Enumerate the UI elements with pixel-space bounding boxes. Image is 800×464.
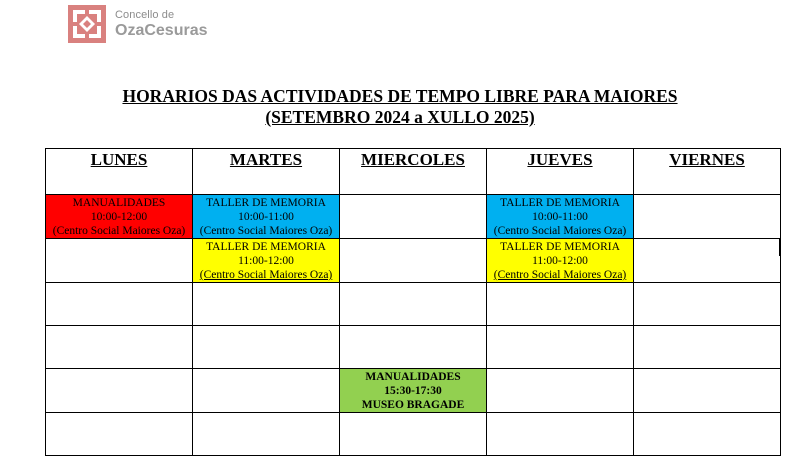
activity-miercoles-manualidades bbox=[340, 369, 486, 412]
cell-lunes-6 bbox=[46, 413, 193, 456]
title-line-1: HORARIOS DAS ACTIVIDADES DE TEMPO LIBRE PARA MAIORES bbox=[122, 86, 678, 106]
cell-viernes-1 bbox=[634, 195, 781, 239]
cell-miercoles-5 bbox=[340, 369, 487, 413]
cell-jueves-3 bbox=[487, 283, 634, 326]
cell-martes-2 bbox=[193, 239, 340, 283]
table-row bbox=[46, 413, 781, 456]
activity-martes-taller-2 bbox=[193, 239, 339, 282]
activity-time: 11:00-12:00 bbox=[532, 255, 588, 267]
cell-martes-3 bbox=[193, 283, 340, 326]
schedule-table bbox=[45, 148, 781, 456]
cell-viernes-2 bbox=[634, 239, 781, 283]
concello-logo bbox=[68, 4, 208, 44]
cell-jueves-1 bbox=[487, 195, 634, 239]
activity-place: (Centro Social Maiores Oza) bbox=[199, 269, 333, 281]
title-line-2: (SETEMBRO 2024 a XULLO 2025) bbox=[265, 107, 535, 127]
cell-jueves-2 bbox=[487, 239, 634, 283]
activity-place: (Centro Social Maiores Oza) bbox=[493, 269, 627, 281]
cell-miercoles-1 bbox=[340, 195, 487, 239]
concello-emblem-icon bbox=[68, 5, 106, 43]
cell-miercoles-4 bbox=[340, 326, 487, 369]
table-row bbox=[46, 369, 781, 413]
cell-viernes-6 bbox=[634, 413, 781, 456]
cell-edge-mark bbox=[779, 238, 781, 256]
cell-martes-5 bbox=[193, 369, 340, 413]
cell-miercoles-2 bbox=[340, 239, 487, 283]
activity-name: TALLER DE MEMORIA bbox=[206, 241, 326, 253]
activity-name: TALLER DE MEMORIA bbox=[500, 241, 620, 253]
table-row bbox=[46, 239, 781, 283]
cell-martes-1 bbox=[193, 195, 340, 239]
activity-name: MANUALIDADES bbox=[365, 371, 461, 383]
cell-jueves-6 bbox=[487, 413, 634, 456]
day-header-martes: MARTES bbox=[193, 149, 340, 195]
activity-jueves-taller-1 bbox=[487, 195, 633, 238]
day-header-jueves: JUEVES bbox=[487, 149, 634, 195]
cell-lunes-3 bbox=[46, 283, 193, 326]
activity-place: (Centro Social Maiores Oza) bbox=[52, 225, 186, 237]
logo-line-1: Concello de bbox=[115, 8, 175, 21]
activity-jueves-taller-2 bbox=[487, 239, 633, 282]
cell-lunes-1 bbox=[46, 195, 193, 239]
activity-martes-taller-1 bbox=[193, 195, 339, 238]
activity-place: (Centro Social Maiores Oza) bbox=[493, 225, 627, 237]
cell-miercoles-6 bbox=[340, 413, 487, 456]
document-title bbox=[0, 86, 800, 128]
day-header-viernes: VIERNES bbox=[634, 149, 781, 195]
table-row bbox=[46, 283, 781, 326]
day-header-lunes: LUNES bbox=[46, 149, 193, 195]
activity-name: TALLER DE MEMORIA bbox=[500, 197, 620, 209]
activity-place: (Centro Social Maiores Oza) bbox=[199, 225, 333, 237]
cell-martes-6 bbox=[193, 413, 340, 456]
cell-lunes-5 bbox=[46, 369, 193, 413]
activity-time: 15:30-17:30 bbox=[384, 385, 442, 397]
activity-name: TALLER DE MEMORIA bbox=[206, 197, 326, 209]
table-row bbox=[46, 326, 781, 369]
activity-lunes-manualidades bbox=[46, 195, 192, 238]
activity-time: 11:00-12:00 bbox=[238, 255, 294, 267]
cell-jueves-5 bbox=[487, 369, 634, 413]
cell-jueves-4 bbox=[487, 326, 634, 369]
day-header-miercoles: MIERCOLES bbox=[340, 149, 487, 195]
cell-martes-4 bbox=[193, 326, 340, 369]
cell-miercoles-3 bbox=[340, 283, 487, 326]
activity-name: MANUALIDADES bbox=[72, 197, 166, 209]
activity-time: 10:00-11:00 bbox=[238, 211, 294, 223]
cell-viernes-4 bbox=[634, 326, 781, 369]
activity-time: 10:00-11:00 bbox=[532, 211, 588, 223]
cell-lunes-2 bbox=[46, 239, 193, 283]
table-row bbox=[46, 195, 781, 239]
logo-line-2: OzaCesuras bbox=[115, 21, 208, 39]
cell-viernes-3 bbox=[634, 283, 781, 326]
activity-place: MUSEO BRAGADE bbox=[361, 399, 465, 411]
activity-time: 10:00-12:00 bbox=[90, 211, 148, 223]
cell-lunes-4 bbox=[46, 326, 193, 369]
header-row bbox=[46, 149, 781, 195]
cell-viernes-5 bbox=[634, 369, 781, 413]
